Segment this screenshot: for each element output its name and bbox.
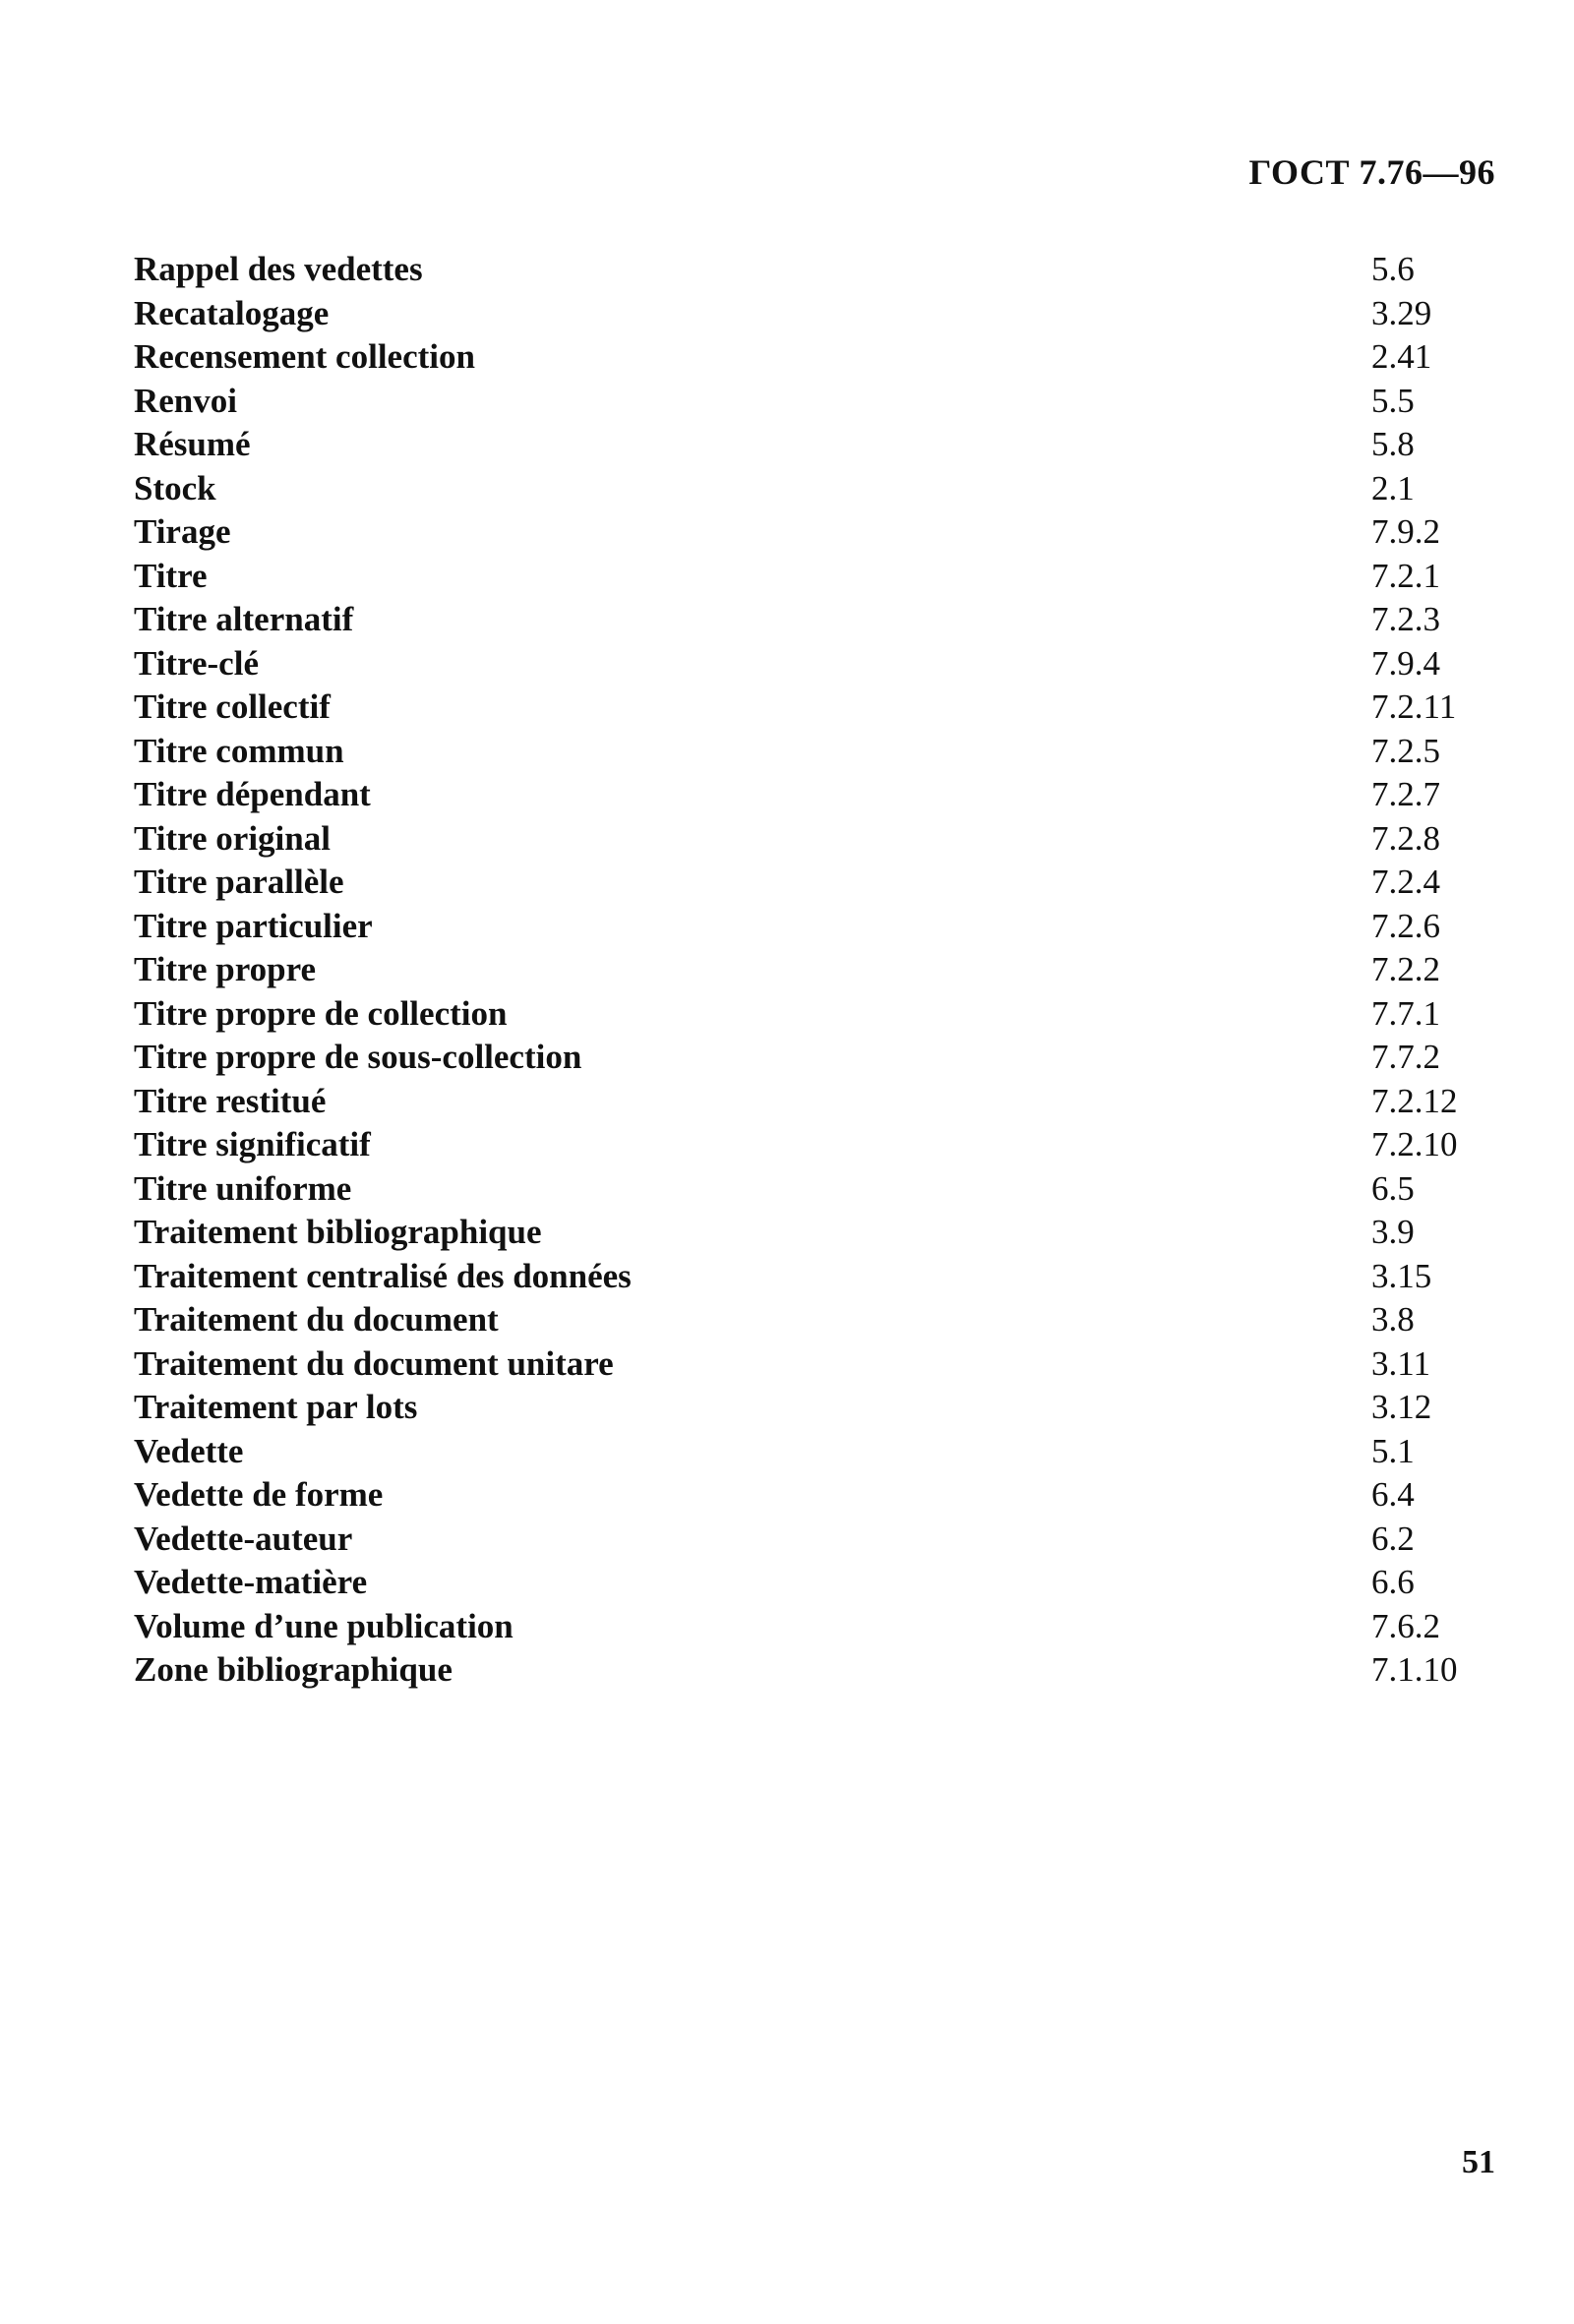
index-entry	[134, 817, 1511, 862]
index-term: Recensement collection	[134, 337, 475, 377]
index-term: Traitement bibliographique	[134, 1213, 542, 1252]
index-reference: 7.2.6	[1371, 906, 1440, 945]
index-reference: 6.4	[1371, 1475, 1415, 1515]
index-term: Traitement par lots	[134, 1388, 418, 1427]
index-term: Titre original	[134, 818, 331, 858]
index-entry	[134, 248, 1511, 292]
index-reference: 7.2.2	[1371, 950, 1440, 989]
index-term: Volume d’une publication	[134, 1606, 514, 1645]
index-term: Résumé	[134, 425, 251, 464]
index-entry	[134, 1473, 1511, 1518]
index-reference: 7.2.5	[1371, 731, 1440, 770]
standard-header: ГОСТ 7.76—96	[1248, 152, 1495, 192]
index-term: Renvoi	[134, 381, 237, 420]
index-reference: 7.7.1	[1371, 993, 1440, 1033]
index-reference: 2.41	[1371, 337, 1432, 377]
index-term: Vedette-matière	[134, 1563, 368, 1602]
index-term: Titre-clé	[134, 643, 259, 683]
index-entry	[134, 773, 1511, 817]
index-term: Recatalogage	[134, 293, 330, 332]
index-reference: 7.1.10	[1371, 1650, 1458, 1690]
index-term: Titre alternatif	[134, 600, 354, 639]
index-term: Tirage	[134, 512, 231, 552]
index-entry	[134, 1648, 1511, 1693]
index-reference: 7.6.2	[1371, 1606, 1440, 1645]
index-term: Titre particulier	[134, 906, 373, 945]
index-reference: 7.2.3	[1371, 600, 1440, 639]
index-entry	[134, 380, 1511, 424]
index-reference: 6.5	[1371, 1168, 1415, 1208]
index-reference: 7.2.4	[1371, 863, 1440, 902]
index-reference: 6.2	[1371, 1519, 1415, 1558]
index-entry	[134, 292, 1511, 336]
index-reference: 5.5	[1371, 381, 1415, 420]
index-reference: 5.1	[1371, 1431, 1415, 1470]
index-reference: 3.9	[1371, 1213, 1415, 1252]
index-reference: 7.7.2	[1371, 1038, 1440, 1077]
index-entry	[134, 335, 1511, 380]
index-entry	[134, 861, 1511, 905]
index-entry	[134, 1561, 1511, 1605]
index-term: Traitement centralisé des données	[134, 1256, 632, 1295]
index-entry	[134, 1386, 1511, 1430]
index-entry	[134, 1036, 1511, 1080]
index-term: Stock	[134, 468, 216, 507]
index-term: Vedette	[134, 1431, 244, 1470]
index-term: Vedette-auteur	[134, 1519, 353, 1558]
index-entry	[134, 1518, 1511, 1562]
index-entry	[134, 510, 1511, 555]
index-entry	[134, 555, 1511, 599]
index-entry	[134, 1211, 1511, 1255]
index-reference: 5.8	[1371, 425, 1415, 464]
index-entry	[134, 905, 1511, 949]
index-term: Titre commun	[134, 731, 344, 770]
index-reference: 2.1	[1371, 468, 1415, 507]
index-entry	[134, 1342, 1511, 1387]
index-reference: 3.12	[1371, 1388, 1432, 1427]
index-entry	[134, 1605, 1511, 1649]
index-term: Titre significatif	[134, 1125, 371, 1164]
index-entry	[134, 423, 1511, 467]
index-entry	[134, 992, 1511, 1037]
index-term: Titre uniforme	[134, 1168, 352, 1208]
index-term: Titre	[134, 556, 208, 595]
index-entry	[134, 948, 1511, 992]
index-term: Titre propre	[134, 950, 317, 989]
page-number: 51	[1462, 2144, 1495, 2180]
index-reference: 3.15	[1371, 1256, 1432, 1295]
index-term: Titre dépendant	[134, 775, 371, 814]
index-reference: 6.6	[1371, 1563, 1415, 1602]
index-term: Titre collectif	[134, 687, 331, 727]
index-reference: 7.2.12	[1371, 1081, 1458, 1120]
index-reference: 5.6	[1371, 250, 1415, 289]
index-entry	[134, 598, 1511, 642]
index-reference: 7.2.10	[1371, 1125, 1458, 1164]
index-term: Rappel des vedettes	[134, 250, 423, 289]
index-reference: 7.2.1	[1371, 556, 1440, 595]
index-entry	[134, 642, 1511, 686]
index-reference: 7.2.7	[1371, 775, 1440, 814]
index-reference: 7.9.2	[1371, 512, 1440, 552]
index-term: Titre parallèle	[134, 863, 344, 902]
index-entry	[134, 1430, 1511, 1474]
index-entry	[134, 685, 1511, 730]
index-reference: 3.29	[1371, 293, 1432, 332]
index-term: Zone bibliographique	[134, 1650, 453, 1690]
index-term: Traitement du document unitare	[134, 1343, 614, 1383]
index-entry	[134, 730, 1511, 774]
index-entry	[134, 1080, 1511, 1124]
index-entry	[134, 467, 1511, 511]
index-term: Titre propre de collection	[134, 993, 508, 1033]
index-entry	[134, 1298, 1511, 1342]
index-list	[134, 248, 1511, 1693]
index-entry	[134, 1167, 1511, 1212]
index-entry	[134, 1255, 1511, 1299]
index-term: Vedette de forme	[134, 1475, 384, 1515]
index-reference: 7.9.4	[1371, 643, 1440, 683]
index-term: Traitement du document	[134, 1300, 499, 1340]
index-reference: 7.2.11	[1371, 687, 1457, 727]
index-reference: 7.2.8	[1371, 818, 1440, 858]
index-term: Titre restitué	[134, 1081, 327, 1120]
index-entry	[134, 1123, 1511, 1167]
index-term: Titre propre de sous-collection	[134, 1038, 582, 1077]
index-reference: 3.11	[1371, 1343, 1430, 1383]
index-reference: 3.8	[1371, 1300, 1415, 1340]
